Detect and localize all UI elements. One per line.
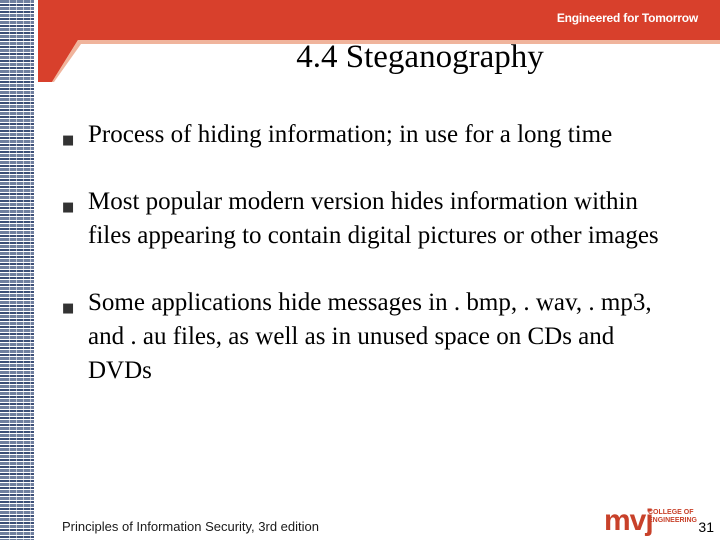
square-bullet-icon: ■ [62,133,75,148]
slide-title: 4.4 Steganography [296,39,544,75]
bullet-list [62,118,662,388]
bullet-text: Process of hiding information; in use for a long time [88,121,613,148]
bullet-item [62,118,662,152]
square-bullet-icon: ■ [62,301,75,316]
bullet-item [62,286,662,388]
logo-sub-line: COLLEGE OF [648,509,694,516]
bullet-item [62,185,662,253]
bullet-text: Most popular modern version hides information within files appearing to contain digital pictures or other images [88,188,659,249]
page-number: 31 [698,519,714,535]
logo-sub-line: ENGINEERING [648,517,698,524]
tagline: Engineered for Tomorrow [556,11,698,25]
logo-subtitle [648,509,697,525]
left-striped-bar [0,0,34,540]
footer-text: Principles of Information Security, 3rd edition [62,519,319,534]
logo-mark: mvj [604,504,653,537]
square-bullet-icon: ■ [62,200,75,215]
bullet-text: Some applications hide messages in . bmp, . wav, . mp3, and . au files, as well as in unused space on CDs and DVDs [88,289,652,384]
